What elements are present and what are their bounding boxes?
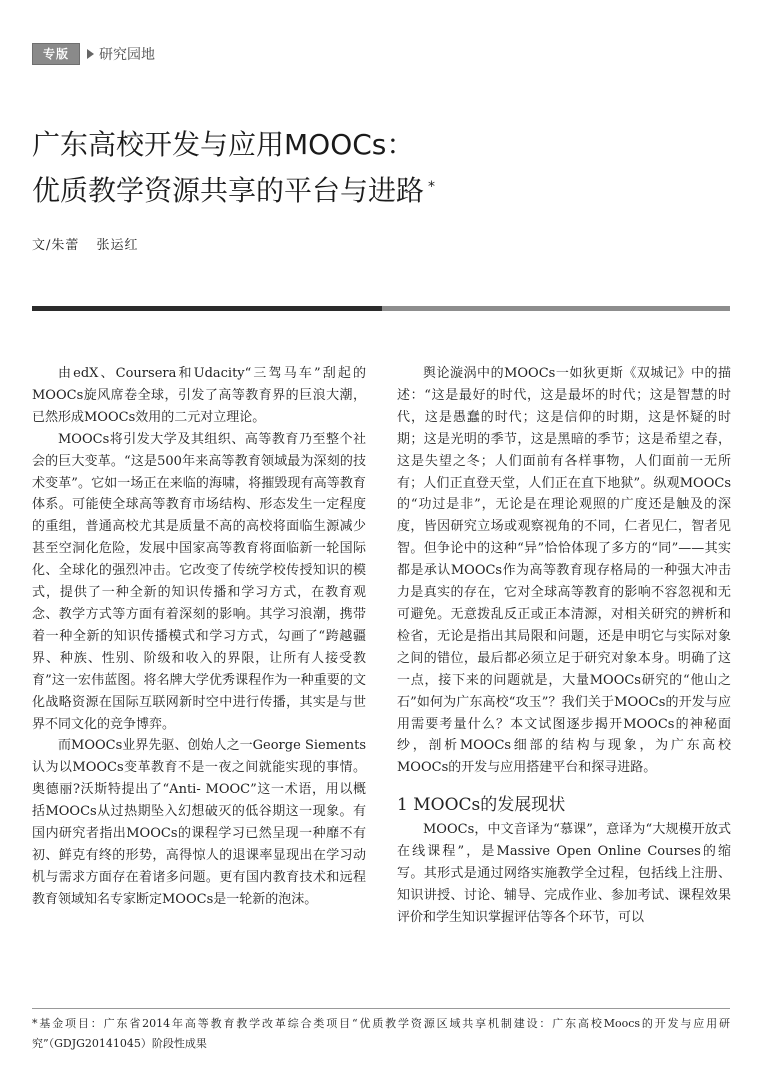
paragraph: MOOCs，中文音译为“慕课”，意译为“大规模开放式在线课程”，是Massive Open Online Courses的缩写。其形式是通过网络实施教学全过程，包括线上注册、知识讲授、讨论、辅导、完成作业、参加考试、课程效果评价和学生知识掌握评估等各个环节，可以 bbox=[397, 822, 731, 925]
title-line-2: 优质教学资源共享的平台与进路 bbox=[32, 174, 425, 207]
paragraph: 而MOOCs业界先驱、创始人之一George Siements认为以MOOCs变革教育不是一夜之间就能实现的事情。奥德丽?沃斯特提出了“Anti- MOOC”这一术语，用以概括MOOCs从过热期坠入幻想破灭的低谷期这一现象。有国内研究者指出MOOCs的课程学习已然呈现一种靡不有初、鲜克有终的形势，高得惊人的退课率显现出在学习动机与需求方面存在着诸多问题。更有国内教育技术和远程教育领域知名专家断定MOOCs是一轮新的泡沫。 bbox=[32, 738, 366, 907]
left-column bbox=[32, 363, 366, 911]
author-line bbox=[32, 234, 151, 253]
triangle-right-icon bbox=[87, 49, 94, 59]
title-divider bbox=[32, 306, 730, 311]
right-column bbox=[397, 363, 731, 929]
divider-dark bbox=[32, 306, 382, 311]
divider-light bbox=[382, 306, 730, 311]
paragraph: 由edX、Coursera和Udacity“三驾马车”刮起的MOOCs旋风席卷全球，引发了高等教育界的巨浪大潮，已然形成MOOCs效用的二元对立理论。 bbox=[32, 366, 366, 425]
footnote-divider bbox=[32, 1008, 730, 1009]
author-1: 文/朱蕾 bbox=[32, 238, 80, 253]
section-name: 研究园地 bbox=[99, 47, 156, 63]
title-line-1: 广东高校开发与应用MOOCs： bbox=[32, 128, 415, 161]
page-header bbox=[32, 44, 155, 64]
section-heading: 1 MOOCs的发展现状 bbox=[397, 795, 566, 816]
footnote: *基金项目：广东省2014年高等教育教学改革综合类项目“优质教学资源区域共享机制建设：广东高校Moocs的开发与应用研究”（GDJG20141045）阶段性成果 bbox=[32, 1017, 730, 1050]
article-title bbox=[32, 122, 732, 214]
author-2: 张运红 bbox=[96, 238, 139, 253]
paragraph: 舆论漩涡中的MOOCs一如狄更斯《双城记》中的描述：“这是最好的时代，这是最坏的时代；这是智慧的时代，这是愚蠢的时代；这是信仰的时期，这是怀疑的时期；这是光明的季节，这是黑暗的季节；这是希望之春，这是失望之冬；人们面前有各样事物，人们面前一无所有；人们正直登天堂，人们正在直下地狱”。纵观MOOCs的“功过是非”，无论是在理论观照的广度还是触及的深度，皆因研究立场或观察视角的不同，仁者见仁，智者见智。但争论中的这种“异”恰恰体现了多方的“同”——其实都是承认MOOCs作为高等教育现存格局的一种强大冲击力是真实的存在，它对全球高等教育的影响不容忽视和无可避免。无意拨乱反正或正本清源，对相关研究的辨析和检省，无论是指出其局限和问题，还是申明它与实际对象之间的错位，最后都必须立足于研究对象本身。明确了这一点，接下来的问题就是，大量MOOCs研究的“他山之石”如何为广东高校“攻玉”？我们关于MOOCs的开发与应用需要考量什么？本文试图逐步揭开MOOCs的神秘面纱，剖析MOOCs细部的结构与现象，为广东高校MOOCs的开发与应用搭建平台和探寻进路。 bbox=[397, 366, 731, 776]
paragraph: MOOCs将引发大学及其组织、高等教育乃至整个社会的巨大变革。“这是500年来高等教育领域最为深刻的技术变革”。它如一场正在来临的海啸，将摧毁现有高等教育体系。可能使全球高等教育市场结构、形态发生一定程度的重组，普通高校尤其是质量不高的高校将面临生源减少甚至空洞化危险，发展中国家高等教育将面临新一轮国际化、全球化的强烈冲击。它改变了传统学校传授知识的模式，提供了一种全新的知识传播和学习方式，在教育观念、教学方式等方面有着深刻的影响。其学习浪潮，携带着一种全新的知识传播模式和学习方式，勾画了“跨越疆界、种族、性别、阶级和收入的界限，让所有人接受教育”这一宏伟蓝图。将名牌大学优秀课程作为一种重要的文化战略资源在国际互联网新时空中进行传播，其实是与世界不同文化的竞争博弈。 bbox=[32, 431, 366, 732]
title-footnote-mark: * bbox=[428, 179, 436, 195]
column-badge: 专版 bbox=[32, 43, 80, 65]
